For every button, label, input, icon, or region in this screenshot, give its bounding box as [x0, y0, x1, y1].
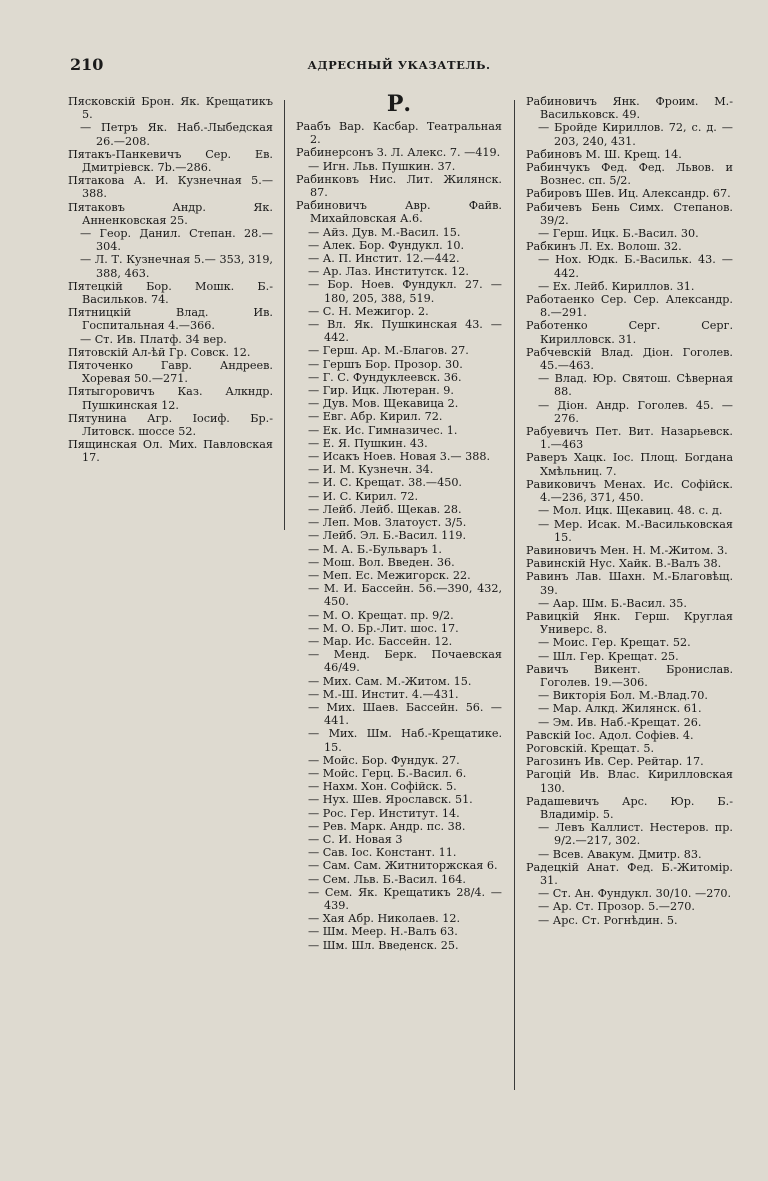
directory-entry: — Шл. Гер. Крещат. 25. — [538, 649, 679, 663]
directory-entry: — Г. С. Фундуклеевск. 36. — [308, 370, 462, 384]
directory-entry: — Діон. Андр. Гоголев. 45. —276. — [538, 398, 733, 425]
directory-entry: Рабкинъ Л. Ех. Волош. 32. — [526, 240, 682, 254]
directory-entry: — Сам. Сам. Житниторжская 6. — [308, 859, 498, 873]
directory-entry: Работаенко Сер. Сер. Александр. 8.—291. — [526, 293, 733, 320]
directory-entry: Равинъ Лав. Шахн. М.-Благовѣщ. 39. — [526, 570, 733, 597]
directory-entry: — Лейб. Лейб. Щекав. 28. — [308, 502, 462, 516]
directory-entry: — Всев. Авакум. Дмитр. 83. — [538, 847, 702, 861]
directory-entry: Рабиновичъ Авр. Файв. Михайловская А.6. — [296, 199, 502, 226]
directory-entry: — Геор. Данил. Степан. 28.—304. — [80, 227, 273, 254]
directory-entry: — И. М. Кузнечн. 34. — [308, 463, 434, 477]
directory-entry: — Мойс. Герц. Б.-Васил. 6. — [308, 766, 467, 780]
directory-entry: — Аар. Шм. Б.-Васил. 35. — [538, 596, 687, 610]
directory-entry: — Мойс. Бор. Фундук. 27. — [308, 753, 460, 767]
column-middle — [296, 91, 502, 952]
directory-entry: — Рев. Марк. Андр. пс. 38. — [308, 819, 466, 833]
directory-entry: Рабинковъ Нис. Лит. Жилянск. 87. — [296, 172, 502, 200]
directory-entry: — Ек. Ис. Гимназичес. 1. — [308, 423, 458, 437]
directory-entry: — А. П. Инстит. 12.—442. — [308, 252, 460, 266]
directory-entry: — Гир. Ицк. Лютеран. 9. — [308, 384, 454, 398]
column-left — [68, 95, 273, 465]
directory-entry: — Айз. Дув. М.-Васил. 15. — [308, 225, 461, 239]
directory-entry: — И. С. Крещат. 38.—450. — [308, 476, 462, 490]
directory-entry: — Петръ Як. Наб.-Лыбедская 26.—208. — [80, 121, 273, 148]
directory-entry: — Мер. Исак. М.-Васильковская 15. — [538, 517, 733, 544]
directory-entry: Радашевичъ Арс. Юр. Б.-Владимір. 5. — [526, 794, 733, 821]
directory-entry: — Ст. Ан. Фундукл. 30/10. —270. — [538, 887, 732, 901]
directory-entry: — М. О. Крещат. пр. 9/2. — [308, 608, 454, 622]
directory-entry: Равичъ Викент. Бронислав. Гоголев. 19.—306. — [526, 662, 733, 689]
directory-entry: Пятакова А. И. Кузнечная 5.—388. — [68, 174, 273, 201]
directory-entry: — Исакъ Ноев. Новая 3.— 388. — [308, 450, 491, 464]
directory-entry: — Лейб. Эл. Б.-Васил. 119. — [308, 529, 467, 543]
directory-entry: — Влад. Юр. Святош. Сѣверная 88. — [538, 372, 733, 399]
directory-entry: — Шм. Меер. Н.-Валъ 63. — [308, 925, 458, 939]
directory-entry: — Герш. Ар. М.-Благов. 27. — [308, 344, 469, 358]
directory-entry: — Евг. Абр. Кирил. 72. — [308, 410, 443, 424]
column-divider — [284, 100, 285, 530]
directory-entry: — Хая Абр. Николаев. 12. — [308, 912, 461, 926]
directory-entry: Рабуевичъ Пет. Вит. Назарьевск. 1.—463 — [526, 425, 733, 452]
directory-entry: Радецкій Анат. Фед. Б.-Житомір. 31. — [526, 860, 733, 887]
directory-entry: — Игн. Льв. Пушкин. 37. — [308, 159, 456, 173]
directory-entry: Равинскій Нус. Хайк. В.-Валъ 38. — [526, 557, 722, 571]
directory-entry: Пяточенко Гавр. Андреев. Хоревая 50.—271. — [68, 359, 273, 386]
directory-entry: Равицкій Янк. Герш. Круглая Универс. 8. — [526, 609, 733, 637]
directory-entry: Пясковскій Брон. Як. Крещатикъ 5. — [68, 95, 273, 122]
directory-entry: Рабинчукъ Фед. Фед. Львов. и Вознес. сп. 5/2. — [526, 161, 733, 188]
directory-entry: — И. С. Кирил. 72. — [308, 489, 419, 503]
directory-entry: — Нох. Юдк. Б.-Васильк. 43. —442. — [538, 253, 733, 280]
directory-entry: Пятецкій Бор. Мошк. Б.-Васильков. 74. — [68, 279, 273, 307]
directory-entry: Работенко Серг. Серг. Кирилловск. 31. — [526, 319, 733, 346]
directory-entry: — М. А. Б.-Бульваръ 1. — [308, 542, 442, 556]
directory-entry: — Викторія Бол. М.-Влад.70. — [538, 689, 708, 703]
directory-entry: — Левъ Каллист. Нестеров. пр. 9/2.—217, 302. — [538, 821, 733, 848]
directory-entry: Пятыгоровичъ Каз. Алкндр. Пушкинская 12. — [68, 385, 273, 412]
directory-entry: — Мих. Сам. М.-Житом. 15. — [308, 674, 472, 688]
directory-entry: — Сем. Як. Крещатикъ 28/4. —439. — [308, 885, 502, 912]
directory-entry: Пящинская Ол. Мих. Павловская 17. — [68, 438, 273, 465]
directory-entry: — Мош. Вол. Введен. 36. — [308, 555, 455, 569]
directory-entry: — Ар. Лаз. Институтск. 12. — [308, 265, 469, 279]
directory-entry: Рагозинъ Ив. Сер. Рейтар. 17. — [526, 755, 704, 769]
directory-entry: Пятакъ-Панкевичъ Сер. Ев. Дмитріевск. 7b.—286. — [68, 147, 273, 175]
directory-entry: — Ех. Лейб. Кириллов. 31. — [538, 279, 695, 293]
directory-entry: — Мар. Алкд. Жилянск. 61. — [538, 702, 702, 716]
directory-entry: — М. О. Бр.-Лит. шос. 17. — [308, 621, 459, 635]
directory-entry: Пятницкій Влад. Ив. Госпитальная 4.—366. — [68, 306, 273, 333]
directory-entry: — Меп. Ес. Межигорск. 22. — [308, 568, 471, 582]
directory-entry: — Дув. Мов. Щекавица 2. — [308, 397, 459, 411]
directory-entry: — Моис. Гер. Крещат. 52. — [538, 636, 691, 650]
directory-entry: — Мол. Ицк. Щекавиц. 48. с. д. — [538, 504, 723, 518]
directory-entry: Пятаковъ Андр. Як. Анненковская 25. — [68, 200, 273, 227]
directory-entry: — Менд. Берк. Почаевская 46/49. — [308, 648, 502, 675]
directory-entry: Пятунина Агр. Іосиф. Бр.-Литовск. шоссе 52. — [68, 411, 273, 439]
directory-entry: Пятовскій Ал-ѣй Гр. Совск. 12. — [68, 345, 251, 359]
directory-entry: — Нахм. Хон. Софійск. 5. — [308, 780, 457, 794]
directory-entry: Раабъ Вар. Касбар. Театральная 2. — [296, 120, 502, 147]
directory-entry: — Шм. Шл. Введенск. 25. — [308, 938, 459, 952]
directory-entry: — М.-Ш. Инстит. 4.—431. — [308, 687, 459, 701]
directory-entry: Рабичевъ Бень Симх. Степанов. 39/2. — [526, 200, 733, 227]
column-divider — [514, 100, 515, 1090]
directory-entry: — Рос. Гер. Институт. 14. — [308, 806, 460, 820]
directory-entry: — Е. Я. Пушкин. 43. — [308, 436, 428, 450]
directory-entry: — М. И. Бассейн. 56.—390, 432, 450. — [308, 582, 502, 609]
directory-entry: — Герш. Ицк. Б.-Васил. 30. — [538, 227, 699, 241]
directory-entry: Рабиновичъ Янк. Фроим. М.-Васильковск. 49. — [526, 95, 733, 122]
directory-entry: Рабинерсонъ З. Л. Алекс. 7. —419. — [296, 146, 501, 160]
directory-entry: Раверъ Хацк. Іос. Площ. Богдана Хмѣльниц. 7. — [526, 451, 733, 478]
directory-entry: — Бройде Кириллов. 72, с. д. —203, 240, 431. — [538, 121, 733, 148]
directory-entry: — Нух. Шев. Ярославск. 51. — [308, 793, 473, 807]
directory-entry: — С. И. Новая 3 — [308, 832, 403, 846]
directory-entry: Равиковичъ Менах. Ис. Софійск. 4.—236, 371, 450. — [526, 477, 733, 505]
directory-entry: Роговскій. Крещат. 5. — [526, 741, 655, 755]
directory-entry: — Мар. Ис. Бассейн. 12. — [308, 634, 453, 648]
directory-entry: Равскій Іос. Адол. Софіев. 4. — [526, 728, 694, 742]
directory-entry: Рабировъ Шев. Иц. Александр. 67. — [526, 187, 731, 201]
directory-entry: — Арс. Ст. Рогнѣдин. 5. — [538, 913, 678, 927]
directory-entry: Рагоцій Ив. Влас. Кирилловская 130. — [526, 768, 733, 795]
directory-entry: — Эм. Ив. Наб.-Крещат. 26. — [538, 715, 702, 729]
directory-entry: Рабиновъ М. Ш. Крещ. 14. — [526, 147, 682, 161]
directory-entry: — С. Н. Межигор. 2. — [308, 304, 429, 318]
directory-entry: — Мих. Шаев. Бассейн. 56. —441. — [308, 700, 502, 728]
directory-entry: Равиновичъ Мен. Н. М.-Житом. 3. — [526, 543, 728, 557]
directory-entry: — Бор. Ноев. Фундукл. 27. —180, 205, 388, 519. — [308, 278, 502, 305]
directory-entry: — Сав. Іос. Констант. 11. — [308, 846, 457, 860]
directory-entry: — Сем. Льв. Б.-Васил. 164. — [308, 872, 466, 886]
directory-entry: — Ар. Ст. Прозор. 5.—270. — [538, 900, 695, 914]
running-title: АДРЕСНЫЙ УКАЗАТЕЛЬ. — [307, 58, 491, 72]
directory-entry: — Л. Т. Кузнечная 5.— 353, 319, 388, 463. — [80, 253, 273, 280]
section-letter: Р. — [386, 91, 412, 117]
directory-entry: — Леп. Мов. Златоуст. 3/5. — [308, 516, 467, 530]
directory-entry: — Вл. Як. Пушкинская 43. —442. — [308, 318, 502, 345]
directory-entry: — Ст. Ив. Платф. 34 вер. — [80, 332, 227, 346]
page-header — [70, 55, 728, 77]
page-number: 210 — [70, 55, 104, 74]
directory-entry: — Алек. Бор. Фундукл. 10. — [308, 238, 465, 252]
directory-entry: Рабчевскій Влад. Діон. Гоголев. 45.—463. — [526, 345, 733, 373]
column-right — [526, 95, 733, 927]
directory-entry: — Мих. Шм. Наб.-Крещатике. 15. — [308, 727, 502, 754]
directory-entry: — Гершъ Бор. Прозор. 30. — [308, 357, 463, 371]
